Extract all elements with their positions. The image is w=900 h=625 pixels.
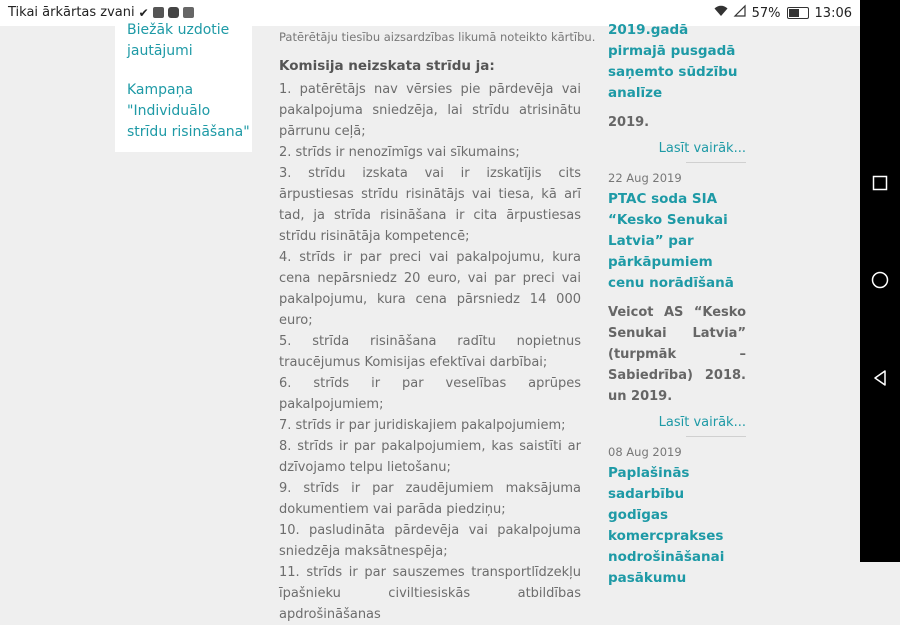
list-item: 3. strīdu izskata vai ir izskatījis cits ārpustiesas strīdu risinātājs vai tiesa, kā arī tad, ja strīda risināšana ir cita ārpustiesas strīdu risinātāja kompetencē; (279, 166, 581, 244)
sidebar-link-campaign[interactable]: Kampaņa "Individuālo strīdu risināšana" (127, 82, 250, 140)
news-excerpt: Veicot AS “Kesko Senukai Latvia” (turpmāk – Sabiedrība) 2018. un 2019. (608, 305, 746, 404)
news-date: 22 Aug 2019 (608, 171, 682, 185)
read-more-link[interactable]: Lasīt vairāk... (658, 141, 746, 156)
news-title[interactable]: PTAC soda SIA “Kesko Senukai Latvia” par pārkāpumiem cenu norādīšanā (608, 191, 734, 291)
news-excerpt: 2019. (608, 115, 650, 130)
circle-icon (871, 271, 889, 289)
list-item: 10. pasludināta pārdevēja vai pakalpojuma sniedzēja maksātnespēja; (279, 523, 581, 559)
triangle-back-icon (872, 369, 888, 387)
news-title[interactable]: 2019.gadā pirmajā pusgadā saņemto sūdzību analīze (608, 22, 738, 101)
recent-apps-button[interactable] (860, 163, 900, 203)
intro-text: Patērētāju tiesību aizsardzības likumā noteikto kārtību. (279, 30, 596, 44)
list-item: 8. strīds ir par pakalpojumiem, kas saistīti ar dzīvojamo telpu lietošanu; (279, 439, 581, 475)
youtube-icon (168, 7, 179, 18)
divider (686, 436, 746, 437)
list-item: 11. strīds ir par sauszemes transportlīdzekļu īpašnieku civiltiesiskās atbildības apdrošināšanas (279, 565, 581, 622)
list-item: 4. strīds ir par preci vai pakalpojumu, kura cena nepārsniedz 20 euro, vai par preci vai pakalpojumu, kura cena pārsniedz 14 000 euro; (279, 250, 581, 328)
square-icon (872, 175, 888, 191)
list-item: 6. strīds ir par veselības aprūpes pakalpojumiem; (279, 376, 581, 412)
navigation-bar (860, 0, 900, 562)
app-icon (153, 7, 164, 18)
list-item: 9. strīds ir par zaudējumiem maksājuma dokumentiem vai parāda piedziņu; (279, 481, 581, 517)
mail-icon (183, 7, 194, 18)
battery-icon (787, 7, 809, 19)
list-item: 7. strīds ir par juridiskajiem pakalpojumiem; (279, 418, 566, 433)
list-item: 1. patērētājs nav vērsies pie pārdevēja vai pakalpojuma sniedzēja, lai strīdu atrisinātu pārrunu ceļā; (279, 82, 581, 139)
notification-text: Tikai ārkārtas zvani (8, 5, 135, 20)
sidebar (115, 22, 252, 152)
check-icon: ✔ (138, 5, 149, 20)
web-page (0, 22, 860, 622)
list-item: 5. strīda risināšana radītu nopietnus traucējumus Komisijas efektīvai darbībai; (279, 334, 581, 370)
status-left (8, 5, 194, 20)
read-more-link[interactable]: Lasīt vairāk... (658, 415, 746, 430)
divider (686, 162, 746, 163)
signal-icon (734, 5, 746, 21)
news-title[interactable]: Paplašinās sadarbību godīgas komercprakses nodrošināšanai pasākumu (608, 465, 725, 586)
section-heading: Komisija neizskata strīdu ja: (279, 58, 495, 74)
home-button[interactable] (860, 260, 900, 300)
status-right (714, 5, 852, 21)
sidebar-link-faq[interactable]: Biežāk uzdotie jautājumi (127, 22, 230, 59)
back-button[interactable] (860, 358, 900, 398)
battery-percent: 57% (751, 5, 781, 21)
news-date: 08 Aug 2019 (608, 445, 682, 459)
conditions-list (279, 79, 581, 625)
wifi-icon (714, 5, 728, 21)
clock: 13:06 (814, 5, 852, 21)
list-item: 2. strīds ir nenozīmīgs vai sīkumains; (279, 145, 520, 160)
